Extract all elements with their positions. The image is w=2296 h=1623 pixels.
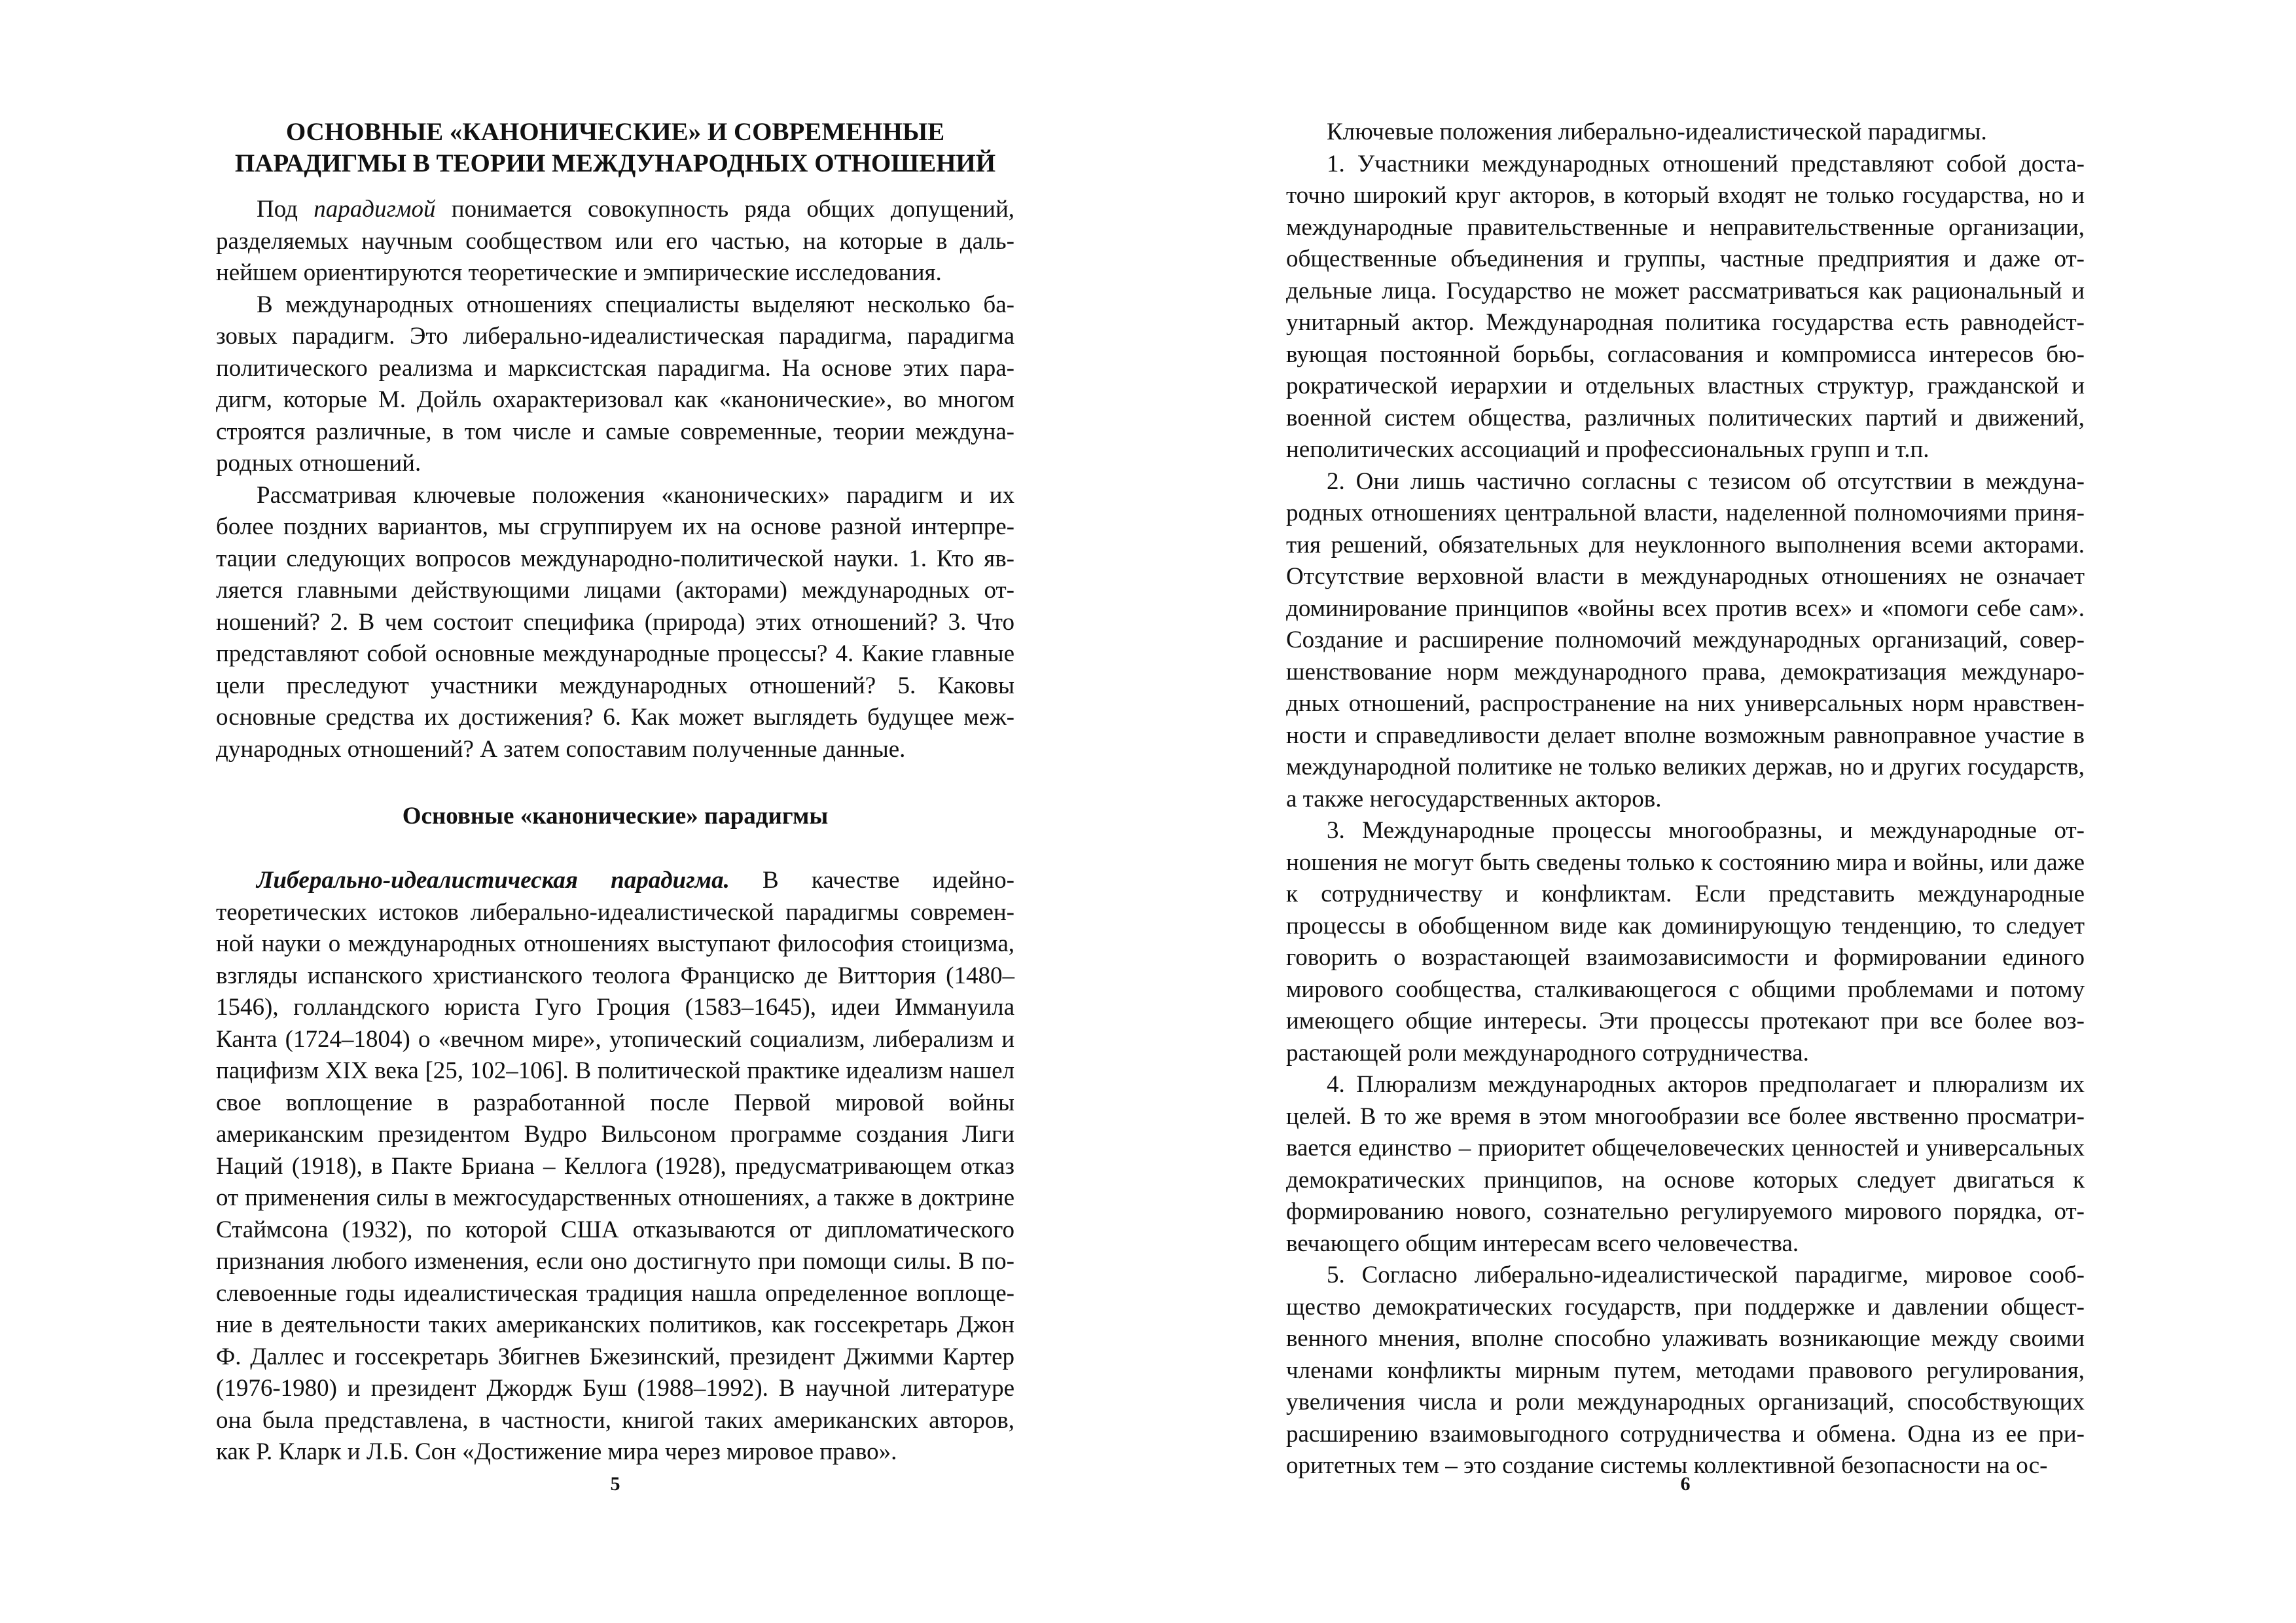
list-item-4: 4. Плюрализм международных акторов предполагает и плюрализм их целей. В то же время в этом многообразии все более явственно просматривается единство – приоритет общечеловеческих ценностей и универсальных демократических принципов, на основе которых следует двигаться к формированию нового, сознательно регулируемого мирового порядка, отвечающего общим интересам всего человечества. xyxy=(1286,1071,2085,1257)
page-number-right: 6 xyxy=(1680,1473,1691,1495)
section-subheading: Основные «канонические» парадигмы xyxy=(402,803,829,830)
paragraph-basic-paradigms: В международных отношениях специалисты выделяют несколько базовых парадигм. Это либерально-идеалистическая парадигма, парадигма политического реализма и марксистская парадигма. На основе этих парадигм, которые М. Дойль охарактеризовал как «канонические», во многом строятся различные, в том числе и самые современные, теории международных отношений. xyxy=(216,291,1014,477)
list-item-2: 2. Они лишь частично согласны с тезисом об отсутствии в международных отношениях центральной власти, наделенной полномочиями принятия решений, обязательных для неуклонного выполнения всеми акторами. Отсутствие верховной власти в международных отношениях не означает доминирование принципов «войны всех против всех» и «помоги себе сам». Создание и расширение полномочий международных организаций, совершенствование норм международного права, демократизация международных отношений, распространение на них универсальных норм нравственности и справедливости делает вполне возможным равноправное участие в международной политике не только великих держав, но и других государств, а также негосударственных акторов. xyxy=(1286,467,2085,812)
chapter-title-line-2: ПАРАДИГМЫ В ТЕОРИИ МЕЖДУНАРОДНЫХ ОТНОШЕНИЙ xyxy=(234,149,996,177)
paragraph-lead-term: Либерально-идеалистическая парадигма. xyxy=(257,867,730,894)
paragraph-definition-end: понимается совокупность ряда общих допущений, разделяемых научным сообществом или его частью, на которые в дальнейшем ориентируются теоретические и эмпирические исследования. xyxy=(216,196,1015,286)
left-body-text xyxy=(216,194,1014,1468)
paragraph-definition-start: Под xyxy=(257,196,314,223)
right-body-text xyxy=(1286,117,2085,1482)
list-item-1: 1. Участники международных отношений представляют собой достаточно широкий круг акторов, в который входят не только государства, но и международные правительственные и неправительственные организации, общественные объединения и группы, частные предприятия и даже отдельные лица. Государство не может рассматриваться как рациональный и унитарный актор. Международная политика государства есть равнодействующая постоянной борьбы, согласования и компромисса интересов бюрократической иерархии и отдельных властных структур, гражданской и военной систем общества, различных политических партий и движений, неполитических ассоциаций и профессиональных групп и т.п. xyxy=(1286,150,2085,463)
term-paradigm: парадигмой xyxy=(314,196,436,223)
paragraph-liberal-idealist xyxy=(216,865,1014,1468)
list-item-3: 3. Международные процессы многообразны, и международные отношения не могут быть сведены только к состоянию мира и войны, или даже к сотрудничеству и конфликтам. Если представить международные процессы в обобщенном виде как доминирующую тенденцию, то следует говорить о возрастающей взаимозависимости и формировании единого мирового сообщества, сталкивающегося с общими проблемами и потому имеющего общие интересы. Эти процессы протекают при все более возрастающей роли международного сотрудничества. xyxy=(1286,817,2085,1067)
page-number-left: 5 xyxy=(610,1473,620,1495)
paragraph-liberal-idealist-text: В качестве идейно-теоретических истоков либерально-идеалистической парадигмы современной науки о международных отношениях выступают философия стоицизма, взгляды испанского христианского теолога Франциско де Виттория (1480–1546), голландского юриста Гуго Гроция (1583–1645), идеи Иммануила Канта (1724–1804) о «вечном мире», утопический социализм, либерализм и пацифизм XIX века [25, 102–106]. В политической практике идеализм нашел свое воплощение в разработанной после Первой мировой войны американским президентом Вудро Вильсоном программе создания Лиги Наций (1918), в Пакте Бриана – Келлога (1928), предусматривающем отказ от применения силы в межгосударственных отношениях, а также в доктрине Стаймсона (1932), по которой США отказываются от дипломатического признания любого изменения, если оно достигнуто при помощи силы. В послевоенные годы идеалистическая традиция нашла определенное воплощение в деятельности таких американских политиков, как госсекретарь Джон Ф. Даллес и госсекретарь Збигнев Бжезинский, президент Джимми Картер (1976-1980) и президент Джордж Буш (1988–1992). В научной литературе она была представлена, в частности, книгой таких американских авторов, как Р. Кларк и Л.Б. Сон «Достижение мира через мировое право». xyxy=(216,867,1014,1465)
paragraph-definition xyxy=(216,194,1014,289)
right-page xyxy=(1286,0,2085,1495)
paragraph-key-points-intro: Ключевые положения либерально-идеалистической парадигмы. xyxy=(1327,119,1987,145)
list-item-5: 5. Согласно либерально-идеалистической парадигме, мировое сообщество демократических государств, при поддержке и давлении общественного мнения, вполне способно улаживать возникающие между своими членами конфликты мирным путем, методами правового регулирования, увеличения числа и роли международных организаций, способствующих расширению взаимовыгодного сотрудничества и обмена. Одна из ее приоритетных тем – это создание системы коллективной безопасности на ос- xyxy=(1286,1262,2085,1479)
paragraph-questions: Рассматривая ключевые положения «канонических» парадигм и их более поздних вариантов, мы сгруппируем их на основе разной интерпретации следующих вопросов международно-политической науки. 1. Кто является главными действующими лицами (акторами) международных отношений? 2. В чем состоит специфика (природа) этих отношений? 3. Что представляют собой основные международные процессы? 4. Какие главные цели преследуют участники международных отношений? 5. Каковы основные средства их достижения? 6. Как может выглядеть будущее международных отношений? А затем сопоставим полученные данные. xyxy=(216,481,1014,763)
chapter-title-line-1: ОСНОВНЫЕ «КАНОНИЧЕСКИЕ» И СОВРЕМЕННЫЕ xyxy=(285,118,945,146)
chapter-title xyxy=(216,117,1014,179)
left-page xyxy=(216,0,1015,1495)
